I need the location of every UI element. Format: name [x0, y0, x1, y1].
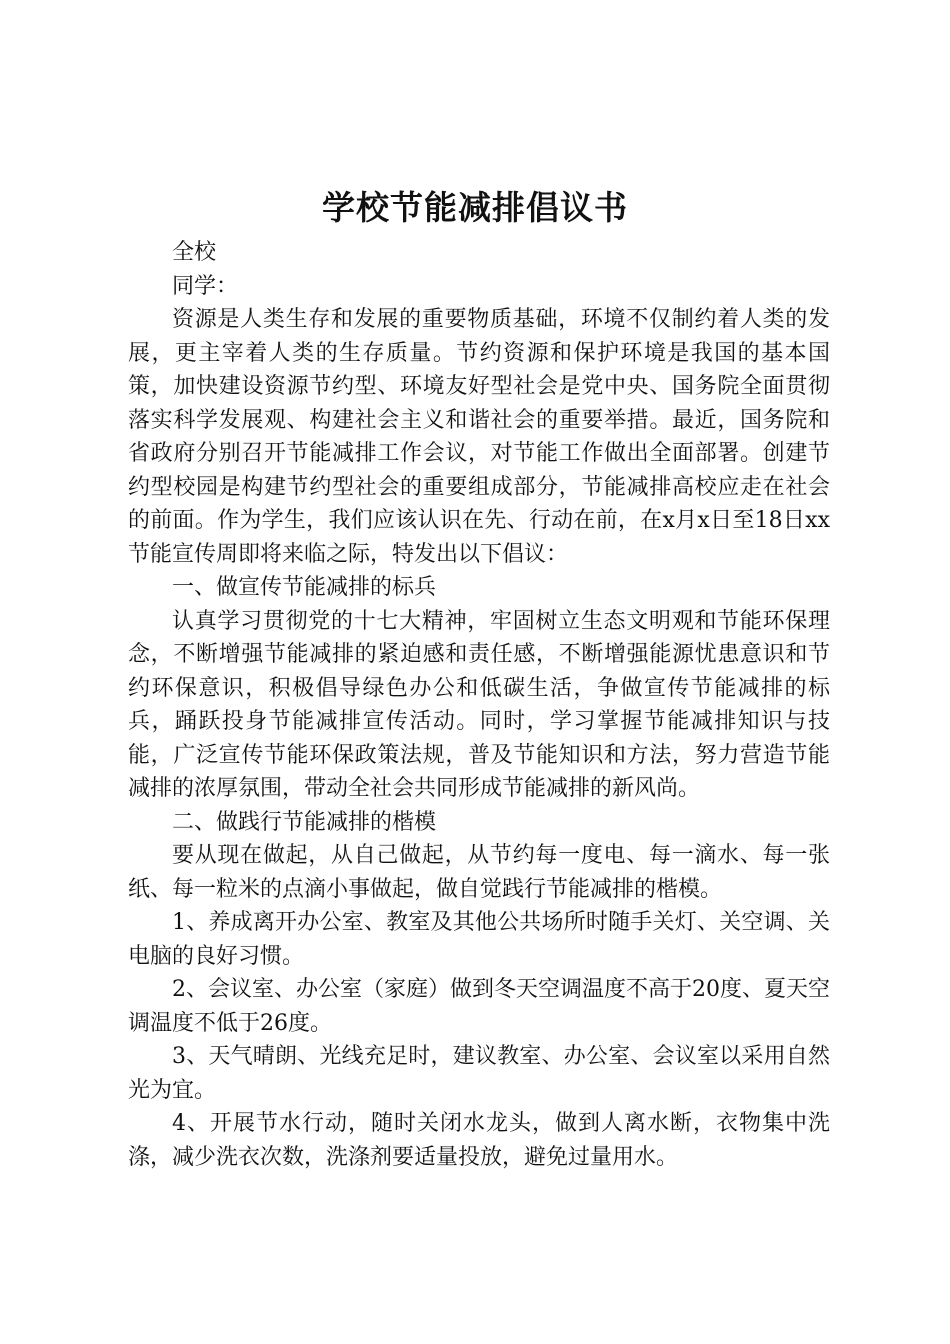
section-paragraph-2: 要从现在做起，从自己做起，从节约每一度电、每一滴水、每一张纸、每一粒米的点滴小事做起，做自觉践行节能减排的楷模。 [128, 843, 830, 902]
section-heading-1: 一、做宣传节能减排的标兵 [172, 575, 437, 600]
salutation-line-2: 同学： [172, 273, 239, 299]
salutation-line-1: 全校 [172, 240, 217, 265]
list-item-1: 1、养成离开办公室、教室及其他公共场所时随手关灯、关空调、关电脑的良好习惯。 [128, 910, 830, 969]
list-item-3: 3、天气晴朗、光线充足时，建议教室、办公室、会议室以采用自然光为宜。 [128, 1044, 830, 1103]
intro-paragraph: 资源是人类生存和发展的重要物质基础，环境不仅制约着人类的发展，更主宰着人类的生存质量。节约资源和保护环境是我国的基本国策，加快建设资源节约型、环境友好型社会是党中央、国务院全面贯彻落实科学发展观、构建社会主义和谐社会的重要举措。最近，国务院和省政府分别召开节能减排工作会议，对节能工作做出全面部署。创建节约型校园是构建节约型社会的重要组成部分，节能减排高校应走在社会的前面。作为学生，我们应该认识在先、行动在前，在x月x日至18日xx节能宣传周即将来临之际，特发出以下倡议： [128, 307, 830, 567]
document-title: 学校节能减排倡议书 [322, 188, 628, 227]
document-body [128, 236, 830, 1174]
list-item-2: 2、会议室、办公室（家庭）做到冬天空调温度不高于20度、夏天空调温度不低于26度。 [128, 977, 830, 1036]
section-paragraph-1: 认真学习贯彻党的十七大精神，牢固树立生态文明观和节能环保理念，不断增强节能减排的紧迫感和责任感，不断增强能源忧患意识和节约环保意识，积极倡导绿色办公和低碳生活，争做宣传节能减排的标兵，踊跃投身节能减排宣传活动。同时，学习掌握节能减排知识与技能，广泛宣传节能环保政策法规，普及节能知识和方法，努力营造节能减排的浓厚氛围，带动全社会共同形成节能减排的新风尚。 [128, 608, 830, 801]
list-item-4: 4、开展节水行动，随时关闭水龙头，做到人离水断，衣物集中洗涤，减少洗衣次数，洗涤剂要适量投放，避免过量用水。 [128, 1111, 830, 1170]
section-heading-2: 二、做践行节能减排的楷模 [172, 809, 437, 835]
